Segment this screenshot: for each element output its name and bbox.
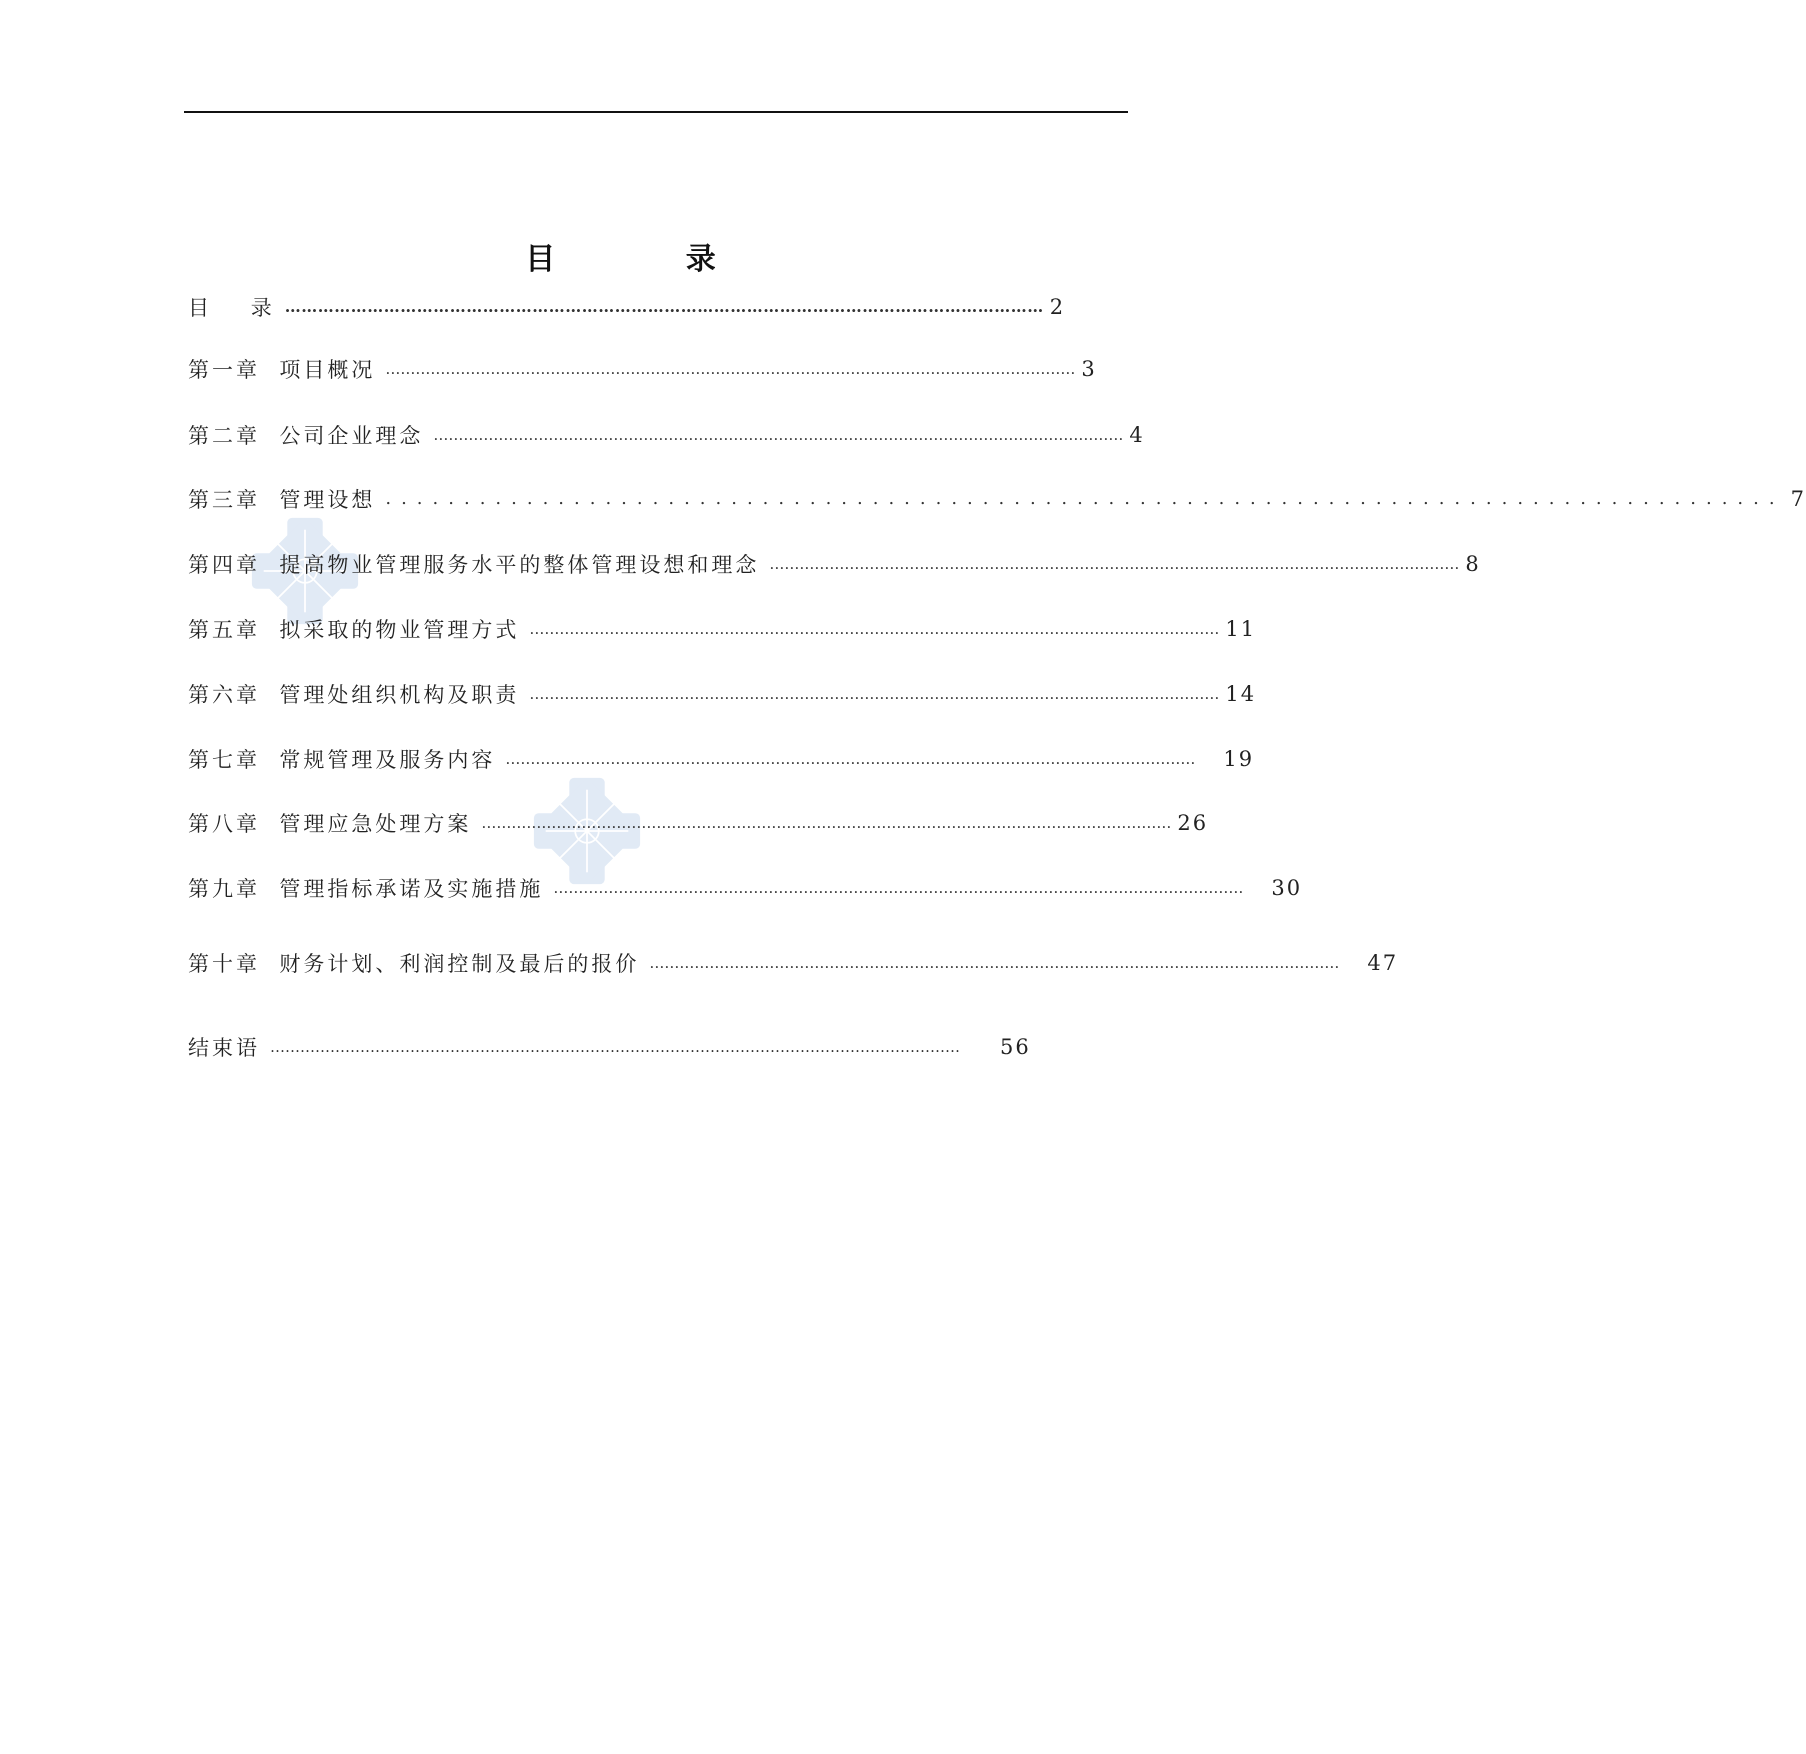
toc-leader-dots: ………………………………………………………………………………………………………………………… [284,297,1044,316]
toc-entry-page: 8 [1465,552,1481,576]
header-rule [184,111,1128,113]
toc-entry-label: 第七章 常规管理及服务内容 [188,748,496,772]
toc-entry-label: 第一章 项目概况 [188,358,376,382]
toc-entry-chapter-10[interactable] [188,946,1399,980]
toc-entry-label: 第九章 管理指标承诺及实施措施 [188,877,544,901]
toc-entry-label: 第三章 管理设想 [188,488,376,512]
toc-entry-page: 11 [1225,617,1257,641]
toc-entry-chapter-8[interactable] [188,806,1209,840]
toc-entry-label: 第八章 管理应急处理方案 [188,812,472,836]
toc-entry-closing[interactable] [188,1030,1031,1064]
toc-entry-chapter-1[interactable] [188,352,1097,386]
toc-entry-chapter-3[interactable] [188,482,1806,516]
toc-entry-label: 结束语 [188,1036,260,1060]
toc-entry-page: 56 [1000,1035,1031,1059]
toc-entry-chapter-6[interactable] [188,677,1257,711]
toc-leader-dots: ………………………………………………………………………………………………………………………… [553,879,1244,897]
toc-leader-dots: ………………………………………………………………………………………………………………………… [649,954,1340,972]
toc-entry-chapter-2[interactable] [188,418,1145,452]
toc-entry-chapter-4[interactable] [188,547,1481,581]
toc-leader-dots: ………………………………………………………………………………………………………………………… [385,360,1076,378]
toc-leader-dots: ………………………………………………………………………………………………………………………… [529,620,1220,638]
toc-entry-contents[interactable] [188,290,1066,324]
toc-entry-page: 4 [1129,423,1145,447]
toc-entry-chapter-9[interactable] [188,871,1303,905]
toc-leader-dots: ………………………………………………………………………………………………………………………… [529,685,1220,703]
toc-entry-page: 14 [1225,682,1257,706]
toc-entry-chapter-7[interactable] [188,742,1255,776]
toc-entry-label: 第十章 财务计划、利润控制及最后的报价 [188,952,640,976]
toc-entry-label: 第六章 管理处组织机构及职责 [188,683,520,707]
toc-leader-dots: ………………………………………………………………………………………………………………………… [270,1038,960,1056]
toc-entry-page: 2 [1049,295,1066,319]
toc-entry-label: 第二章 公司企业理念 [188,424,424,448]
toc-leader-dots: ………………………………………………………………………………………………………………………… [769,555,1460,573]
toc-leader-dots: ………………………………………………………………………………………………………………………… [433,426,1124,444]
page-title: 目 录 [525,242,776,277]
toc-entry-chapter-5[interactable] [188,612,1257,646]
toc-entry-page: 30 [1271,876,1303,900]
toc-leader-dots: ......................................................................................... [385,488,1785,509]
toc-entry-label: 目 录 [188,296,275,320]
toc-entry-label: 第四章 提高物业管理服务水平的整体管理设想和理念 [188,553,760,577]
toc-entry-page: 19 [1223,747,1255,771]
toc-leader-dots: ………………………………………………………………………………………………………………………… [505,750,1196,768]
toc-entry-page: 47 [1367,951,1399,975]
toc-entry-label: 第五章 拟采取的物业管理方式 [188,618,520,642]
toc-entry-page: 26 [1177,811,1209,835]
toc-leader-dots: ………………………………………………………………………………………………………………………… [481,814,1172,832]
toc-entry-page: 7 [1790,487,1806,511]
toc-entry-page: 3 [1081,357,1097,381]
